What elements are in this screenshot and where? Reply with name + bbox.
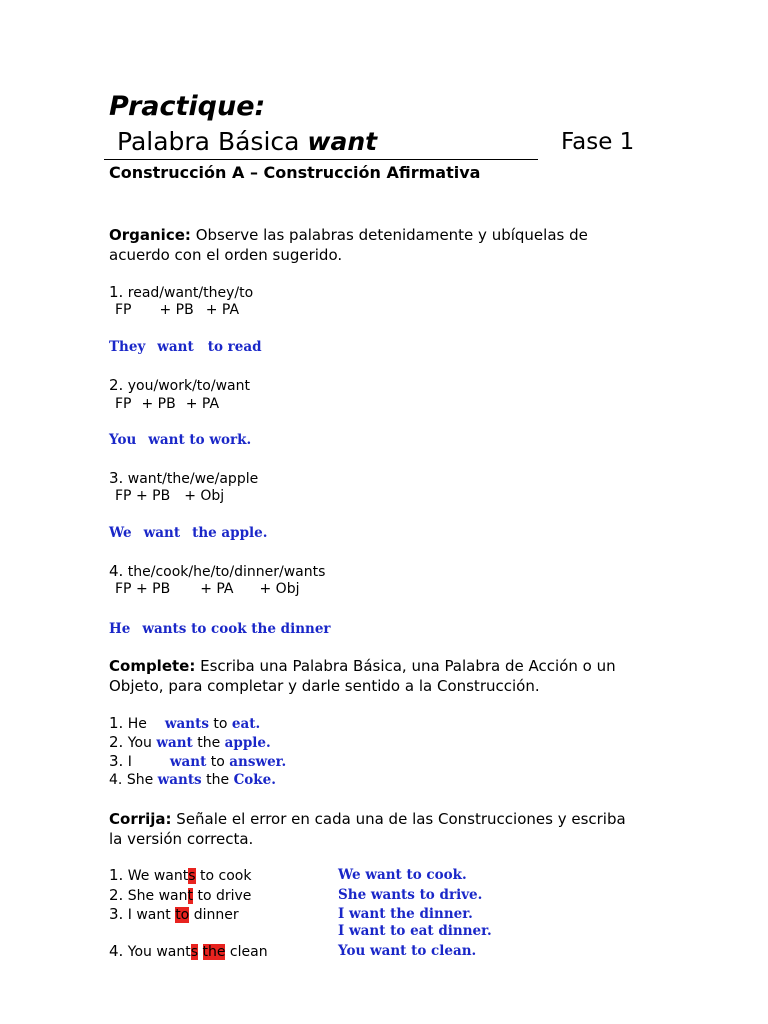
- answer-part: want: [157, 339, 194, 355]
- complete-item-2: [109, 733, 271, 751]
- pattern-item-4: [115, 581, 299, 597]
- pattern-part: + PA: [185, 396, 220, 412]
- answer-item-4: [109, 621, 331, 637]
- item-number: 1.: [109, 283, 124, 301]
- pattern-item-3: [115, 488, 224, 504]
- answer-part: to read: [207, 339, 262, 355]
- fill-answer: eat.: [231, 716, 261, 732]
- organice-item-2: [109, 376, 250, 394]
- answer-item-2: [109, 432, 251, 448]
- correction-2: She wants to drive.: [338, 887, 483, 903]
- corrija-instructions: [109, 809, 626, 849]
- correction-3-alt: I want to eat dinner.: [338, 923, 492, 939]
- organice-instructions: [109, 225, 588, 265]
- item-number: 2.: [109, 376, 124, 394]
- title-plain: Palabra Básica: [117, 127, 300, 156]
- answer-part: want: [143, 525, 181, 541]
- pattern-part: + PA: [200, 581, 234, 597]
- item-number: 2.: [109, 886, 124, 904]
- complete-text-1: Escriba una Palabra Básica, una Palabra de Acción o un: [200, 657, 616, 675]
- item-words: want/the/we/apple: [127, 471, 259, 487]
- item-number: 3.: [109, 469, 124, 487]
- item-words: you/work/to/want: [127, 378, 250, 394]
- organice-text-2: acuerdo con el orden sugerido.: [109, 246, 343, 264]
- phase-label: Fase 1: [561, 129, 635, 155]
- sentence-part: to cook: [195, 868, 252, 884]
- corrija-item-1: [109, 866, 251, 884]
- item-number: 4.: [109, 942, 124, 960]
- answer-part: wants to cook the dinner: [142, 621, 331, 637]
- item-word: the: [197, 735, 221, 751]
- error-highlight: t: [187, 888, 193, 904]
- fill-answer: want: [169, 754, 207, 770]
- answer-part: They: [109, 339, 146, 355]
- error-highlight: the: [202, 944, 226, 960]
- correction-4: You want to clean.: [338, 943, 477, 959]
- item-subject: He: [127, 716, 147, 732]
- answer-item-1: [109, 339, 262, 355]
- item-subject: I: [127, 754, 132, 770]
- pattern-part: + PA: [205, 302, 240, 318]
- item-word: the: [206, 772, 230, 788]
- pattern-part: + Obj: [259, 581, 300, 597]
- item-number: 3.: [109, 905, 124, 923]
- item-number: 2.: [109, 733, 124, 751]
- complete-item-3: [109, 752, 286, 770]
- complete-label: Complete:: [109, 657, 196, 675]
- complete-item-4: [109, 772, 276, 788]
- organice-item-3: [109, 469, 258, 487]
- corrija-item-3: [109, 905, 239, 923]
- answer-part: the apple.: [192, 525, 268, 541]
- item-number: 4.: [109, 562, 124, 580]
- pattern-part: + Obj: [184, 488, 225, 504]
- sentence-part: We want: [127, 868, 189, 884]
- pattern-item-1: [115, 302, 239, 318]
- fill-answer: wants: [157, 772, 202, 788]
- title-keyword: want: [307, 127, 378, 156]
- correction-3: I want the dinner.: [338, 906, 473, 922]
- pattern-part: FP: [115, 302, 132, 318]
- section-subtitle: Construcción A – Construcción Afirmativa: [109, 163, 481, 182]
- organice-label: Organice:: [109, 226, 191, 244]
- organice-text-1: Observe las palabras detenidamente y ubíquelas de: [195, 226, 588, 244]
- complete-item-1: [109, 714, 260, 732]
- pattern-part: + PB: [159, 302, 194, 318]
- sentence-part: clean: [225, 944, 268, 960]
- title-divider: [104, 159, 538, 160]
- corrija-item-2: [109, 886, 251, 904]
- answer-part: You: [109, 432, 137, 448]
- page-title-line1: Practique:: [109, 91, 266, 122]
- fill-answer: want: [156, 735, 193, 751]
- error-highlight: s: [188, 868, 196, 884]
- item-number: 3.: [109, 752, 124, 770]
- correction-1: We want to cook.: [338, 867, 467, 883]
- item-word: to: [213, 716, 228, 732]
- sentence-part: I want: [127, 907, 176, 923]
- fill-answer: wants: [164, 716, 209, 732]
- corrija-label: Corrija:: [109, 810, 172, 828]
- pattern-part: FP + PB: [115, 581, 171, 597]
- item-number: 1.: [109, 866, 124, 884]
- pattern-part: FP: [115, 396, 132, 412]
- corrija-text-2: la versión correcta.: [109, 830, 254, 848]
- item-number: 1.: [109, 714, 124, 732]
- corrija-item-4: [109, 942, 268, 960]
- organice-item-4: [109, 562, 325, 580]
- answer-part: He: [109, 621, 131, 637]
- fill-answer: answer.: [229, 754, 287, 770]
- item-number: 4.: [109, 772, 123, 788]
- sentence-part: She wan: [127, 888, 188, 904]
- organice-item-1: [109, 283, 253, 301]
- answer-part: want to work.: [148, 432, 252, 448]
- answer-part: We: [109, 525, 132, 541]
- pattern-part: + PB: [141, 396, 176, 412]
- item-subject: You: [127, 735, 152, 751]
- item-words: read/want/they/to: [127, 285, 254, 301]
- error-highlight: s: [190, 944, 199, 960]
- corrija-text-1: Señale el error en cada una de las Construcciones y escriba: [176, 810, 626, 828]
- sentence-part: to drive: [193, 888, 252, 904]
- sentence-part: You want: [127, 944, 191, 960]
- sentence-part: dinner: [189, 907, 239, 923]
- item-words: the/cook/he/to/dinner/wants: [127, 564, 326, 580]
- complete-text-2: Objeto, para completar y darle sentido a la Construcción.: [109, 677, 540, 695]
- complete-instructions: [109, 656, 616, 696]
- fill-answer: Coke.: [233, 772, 276, 788]
- answer-item-3: [109, 525, 267, 541]
- error-highlight: to: [175, 907, 190, 923]
- pattern-part: FP + PB: [115, 488, 171, 504]
- page-title-line2: [117, 127, 377, 156]
- item-word: to: [210, 754, 225, 770]
- pattern-item-2: [115, 396, 219, 412]
- item-subject: She: [126, 772, 154, 788]
- fill-answer: apple.: [224, 735, 271, 751]
